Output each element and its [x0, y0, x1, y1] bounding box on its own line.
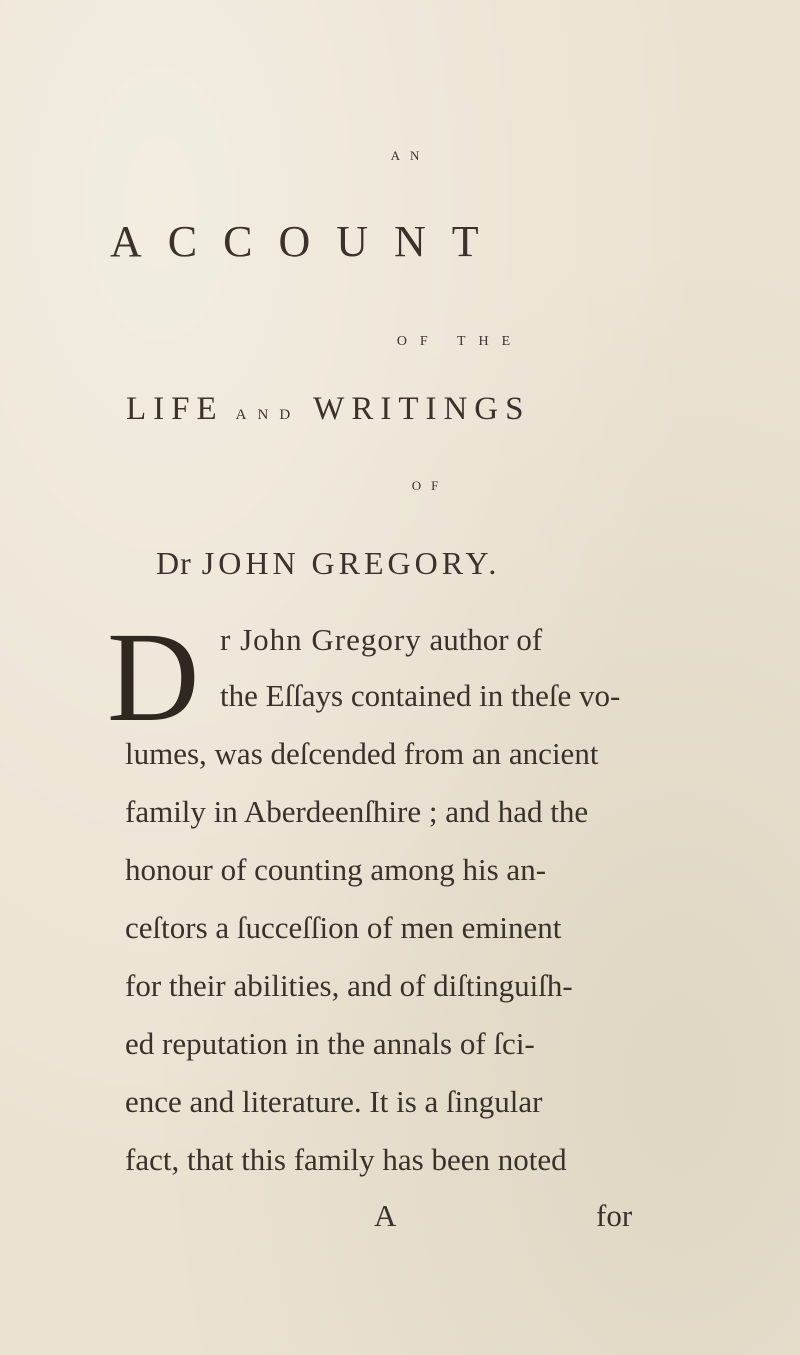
catchword: for	[596, 1198, 633, 1233]
signature-mark: A	[374, 1198, 397, 1233]
body-line-10: fact, that this family has been noted	[125, 1142, 567, 1177]
title-and: AND	[235, 407, 302, 423]
body-line-1	[220, 622, 542, 658]
title-life-and-writings	[126, 391, 530, 428]
title-author	[156, 545, 500, 582]
title-writings: WRITINGS	[313, 391, 531, 427]
title-life: LIFE	[126, 391, 224, 427]
body-line-8: ed reputation in the annals of ſci-	[125, 1026, 535, 1061]
body-line-1-rest: author of	[421, 622, 543, 657]
title-dr: Dr	[156, 545, 192, 581]
body-line-4: family in Aberdeenſhire ; and had the	[125, 794, 589, 829]
body-line-6: ceſtors a ſucceſſion of men eminent	[125, 910, 562, 945]
title-account: ACCOUNT	[110, 217, 505, 266]
title-author-name: JOHN GREGORY.	[201, 545, 501, 581]
title-of: OF	[411, 478, 449, 493]
body-line-3: lumes, was deſcended from an ancient	[125, 736, 599, 771]
body-line-7: for their abilities, and of diſtinguiſh-	[125, 968, 573, 1003]
body-line-1-smallcaps: r John Gregory	[220, 622, 422, 657]
title-an: AN	[390, 148, 430, 163]
body-line-2: the Eſſays contained in theſe vo-	[220, 678, 621, 713]
drop-cap: D	[107, 606, 200, 748]
title-of-the: OF THE	[396, 334, 524, 349]
body-line-5: honour of counting among his an-	[125, 852, 547, 887]
body-line-9: ence and literature. It is a ſingular	[125, 1084, 543, 1119]
